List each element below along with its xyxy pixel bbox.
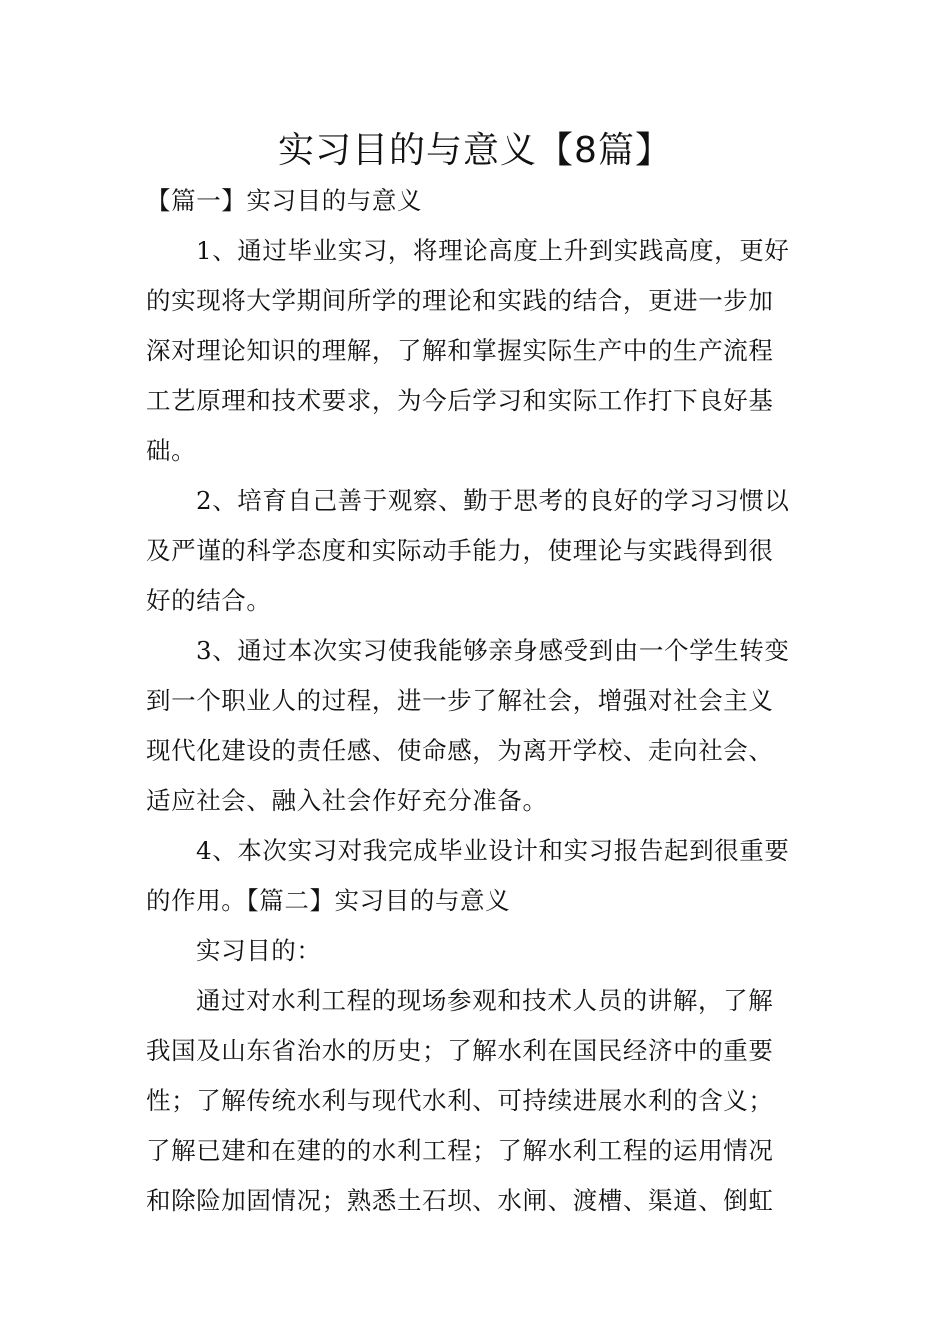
text-line: 性；了解传统水利与现代水利、可持续进展水利的含义； [146, 1086, 774, 1115]
text-line: 工艺原理和技术要求，为今后学习和实际工作打下良好基 [146, 386, 774, 415]
text-line: 的作用。【篇二】实习目的与意义 [146, 886, 511, 915]
text-line: 2、培育自己善于观察、勤于思考的良好的学习习惯以 [196, 486, 790, 515]
text-line: 础。 [146, 436, 197, 465]
text-line: 4、本次实习对我完成毕业设计和实习报告起到很重要 [196, 836, 790, 865]
text-line: 及严谨的科学态度和实际动手能力，使理论与实践得到很 [146, 536, 774, 565]
text-line: 好的结合。 [146, 586, 272, 615]
text-line: 适应社会、融入社会作好充分准备。 [146, 786, 548, 815]
text-line: 实习目的： [196, 936, 322, 965]
document-body [146, 176, 808, 1226]
text-line: 【篇一】实习目的与意义 [146, 186, 423, 215]
document-title: 实习目的与意义【8篇】 [278, 130, 672, 171]
text-line: 到一个职业人的过程，进一步了解社会，增强对社会主义 [146, 686, 774, 715]
text-line: 1、通过毕业实习，将理论高度上升到实践高度，更好 [196, 236, 790, 265]
text-line: 现代化建设的责任感、使命感，为离开学校、走向社会、 [146, 736, 774, 765]
text-line: 3、通过本次实习使我能够亲身感受到由一个学生转变 [196, 636, 790, 665]
text-line: 了解已建和在建的的水利工程；了解水利工程的运用情况 [146, 1136, 774, 1165]
text-line: 和除险加固情况；熟悉土石坝、水闸、渡槽、渠道、倒虹 [146, 1186, 774, 1215]
text-line: 通过对水利工程的现场参观和技术人员的讲解，了解 [196, 986, 774, 1015]
text-line: 深对理论知识的理解，了解和掌握实际生产中的生产流程 [146, 336, 774, 365]
text-line: 我国及山东省治水的历史；了解水利在国民经济中的重要 [146, 1036, 774, 1065]
text-line: 的实现将大学期间所学的理论和实践的结合，更进一步加 [146, 286, 774, 315]
